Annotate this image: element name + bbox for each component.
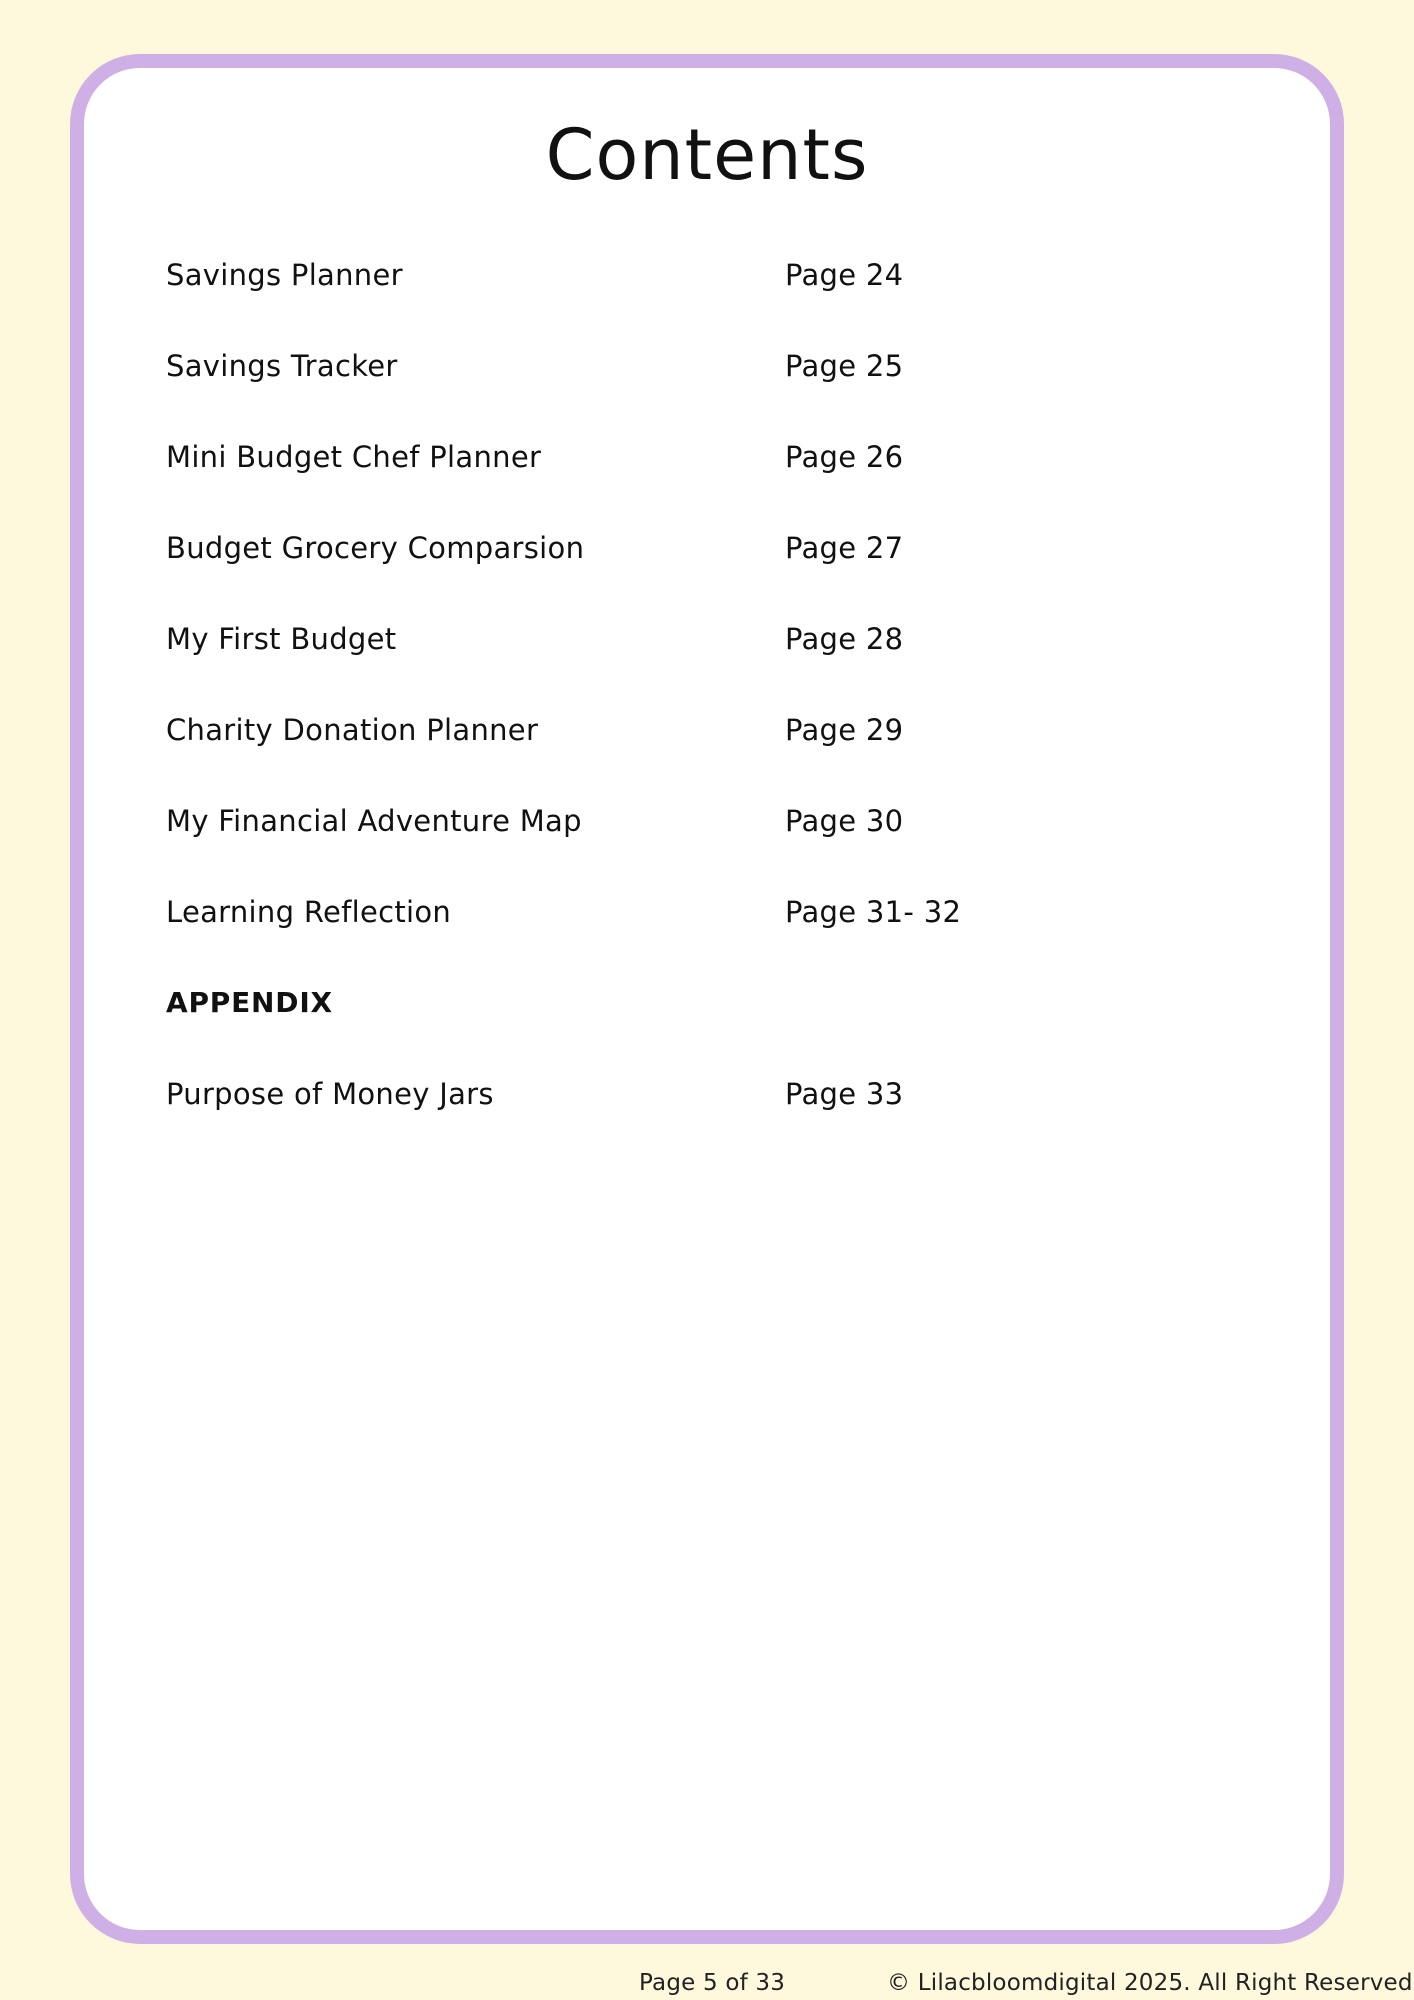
toc-entry-label: Learning Reflection [166,895,452,929]
toc-entry-charity-donation-planner [166,713,1166,804]
toc-entry-mini-budget-chef-planner [166,440,1166,531]
toc-entry-page: Page 30 [785,804,904,838]
table-of-contents [166,258,1166,1168]
toc-entry-label: Charity Donation Planner [166,713,539,747]
toc-entry-label: Savings Planner [166,258,403,292]
page-title: Contents [545,114,869,196]
toc-entry-savings-tracker [166,349,1166,440]
toc-entry-page: Page 26 [785,440,904,474]
toc-entry-page: Page 28 [785,622,904,656]
toc-entry-label: Budget Grocery Comparsion [166,531,585,565]
toc-entry-learning-reflection [166,895,1166,986]
toc-entry-savings-planner [166,258,1166,349]
toc-entry-label: Mini Budget Chef Planner [166,440,542,474]
toc-entry-budget-grocery-comparsion [166,531,1166,622]
appendix-heading-row [166,986,1166,1077]
toc-entry-purpose-of-money-jars [166,1077,1166,1168]
footer-copyright: © Lilacbloomdigital 2025. All Right Reserved [887,1970,1413,1996]
toc-entry-label: My First Budget [166,622,397,656]
toc-entry-my-first-budget [166,622,1166,713]
toc-entry-page: Page 29 [785,713,904,747]
toc-entry-page: Page 31- 32 [785,895,962,929]
toc-entry-page: Page 24 [785,258,904,292]
toc-entry-page: Page 33 [785,1077,904,1111]
footer-page-number: Page 5 of 33 [639,1970,786,1996]
toc-entry-label: My Financial Adventure Map [166,804,582,838]
toc-entry-label: Purpose of Money Jars [166,1077,494,1111]
toc-entry-label: Savings Tracker [166,349,398,383]
toc-entry-page: Page 25 [785,349,904,383]
toc-entry-page: Page 27 [785,531,904,565]
contents-card [70,54,1344,1944]
appendix-heading: APPENDIX [166,986,333,1019]
toc-entry-my-financial-adventure-map [166,804,1166,895]
